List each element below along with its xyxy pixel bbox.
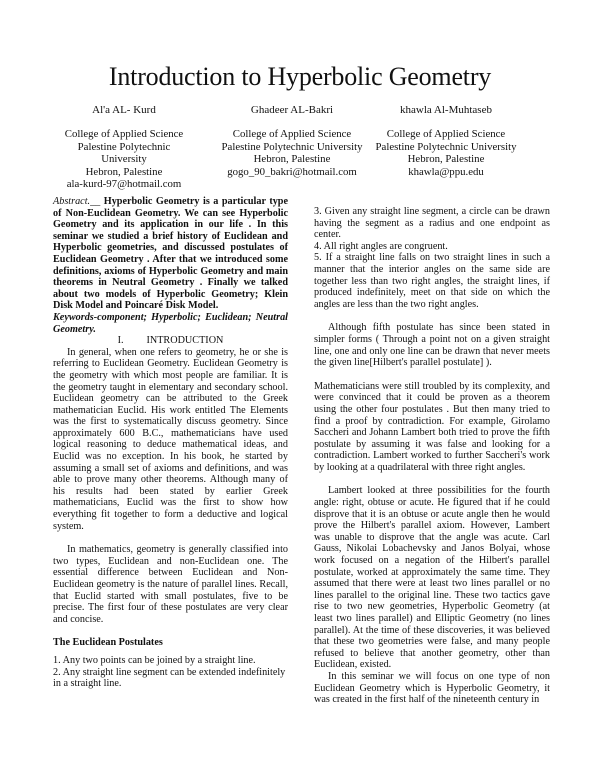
author-name: Al'a AL- Kurd — [92, 104, 156, 116]
author-email: khawla@ppu.edu — [408, 165, 484, 178]
author-affiliation-line: Palestine Polytechnic University — [375, 140, 517, 153]
left-column — [53, 196, 288, 690]
body-paragraph: Mathematicians were still troubled by its complexity, and were convinced that it could be proven as a theorem using the other four postulates . But then many tried to find a proof by contradiction. For example, Girolamo Saccheri and Johann Lambert both tried to prove the fifth postulate by assuming it was false and looking for a contradiction. Lambert worked to further Saccheri's work by looking at a quadrilateral with three right angles. — [314, 380, 550, 473]
keywords: Keywords-component; Hyperbolic; Euclidean; Neutral Geometry. — [53, 311, 288, 335]
author-name: Ghadeer AL-Bakri — [250, 104, 334, 116]
body-paragraph: In this seminar we will focus on one type of non Euclidean Geometry which is Hyperbolic Geometry, it was created in the first half of the nineteenth century in — [314, 670, 550, 706]
author-affiliation-line: College of Applied Science — [64, 128, 184, 141]
postulate-item: 5. If a straight line falls on two straight lines in such a manner that the interior angles on the same side are together less than two right angles, the straight lines, if produced indefinitely, meet on that side on which the angles are less than the two right angles. — [314, 252, 550, 310]
right-column — [314, 206, 550, 706]
abstract-text: Hyperbolic Geometry is a particular type of Non-Euclidean Geometry. We can see Hyperbolic Geometry and its application in our life . In this seminar we studied a brief history of Euclidean and Hyperbolic geometries, and discussed postulates of Euclidean Geometry . After that we introduced some definitions, axioms of Hyperbolic Geometry and main theorems in Neutral Geometry . Finally we talked about two models of Hyperbolic Geometry; Klein Disk Model and Poincaré Disk Model. — [53, 196, 288, 312]
author-location: Hebron, Palestine — [85, 165, 163, 178]
body-paragraph: Lambert looked at three possibilities for the fourth angle: right, obtuse or acute. He figured that if he could disprove that it is an obtuse or acute angle then he would prove the Hilbert's parallel axiom. However, Lambert was unable to disprove that the angle was acute. Carl Gauss, Nikolai Lobachevsky and Janos Bolyai, whose work focused on a negation of the Hilbert's parallel postulate, worked at approximately the same time. They assumed that there were at least two lines parallel or no lines parallel to the original line. These two tactics gave rise to two new geometries, Hyperbolic Geometry (at least two lines parallel) and Elliptic Geometry (no lines parallel). At the time of these discoveries, it was believed that these two geometries were false, and many people refused to believe that another geometry, other than Euclidean, existed. — [314, 485, 550, 671]
postulate-item: 3. Given any straight line segment, a circle can be drawn having the segment as a radius and one endpoint as center. — [314, 206, 550, 241]
section-heading-introduction: I. INTRODUCTION — [117, 335, 224, 347]
abstract — [53, 196, 288, 312]
paper-title: Introduction to Hyperbolic Geometry — [108, 62, 492, 91]
postulate-item: 2. Any straight line segment can be extended indefinitely in a straight line. — [53, 666, 286, 690]
author-email: gogo_90_bakri@hotmail.com — [227, 165, 357, 178]
author-block-3 — [361, 104, 531, 178]
author-location: Hebron, Palestine — [253, 153, 331, 166]
body-paragraph: Although fifth postulate has since been stated in simpler forms ( Through a point not on a given straight line, one and only one line can be drawn that never meets the given line[Hilbert's parallel postulate] ). — [314, 322, 550, 369]
author-affiliation-line: Palestine Polytechnic University — [221, 140, 363, 153]
author-name: khawla Al-Muhtaseb — [400, 104, 492, 116]
author-affiliation-line: College of Applied Science — [386, 128, 506, 141]
author-affiliation-line: University — [101, 153, 147, 166]
author-email: ala-kurd-97@hotmail.com — [66, 178, 182, 191]
author-affiliation-line: College of Applied Science — [232, 128, 352, 141]
author-block-2 — [207, 104, 377, 178]
intro-paragraph-1: In general, when one refers to geometry, he or she is referring to Euclidean Geometry. Euclidean Geometry is the geometry with which most people are familiar. It is the geometry taught in elementary and secondary school. Euclidean geometry can be attributed to the Greek mathematician Euclid. His work entitled The Elements was the first to systematically discuss geometry. Since approximately 600 B.C., mathematicians have used logical reasoning to deduce mathematical ideas, and Euclid was no exception. In his book, he started by assuming a small set of axioms and definitions, and was able to prove many other theorems. Although many of his results had been stated by earlier Greek mathematicians, Euclid was the first to show how everything fit together to form a deductive and logical system. — [53, 346, 288, 532]
postulates-heading: The Euclidean Postulates — [53, 637, 163, 649]
intro-paragraph-2: In mathematics, geometry is generally classified into two types, Euclidean and non-Euclidean one. The essential difference between Euclidean and Non-Euclidean geometry is the nature of parallel lines. Recall, that Euclid started with small postulates, five to be precise. The first four of these postulates are very clear and concise. — [53, 544, 288, 625]
postulate-item: 1. Any two points can be joined by a straight line. — [53, 654, 256, 666]
abstract-label: Abstract.__ — [53, 196, 101, 207]
author-block-1 — [39, 104, 209, 190]
postulate-item: 4. All right angles are congruent. — [314, 240, 448, 252]
author-location: Hebron, Palestine — [407, 153, 485, 166]
author-affiliation-line: Palestine Polytechnic — [77, 140, 171, 153]
